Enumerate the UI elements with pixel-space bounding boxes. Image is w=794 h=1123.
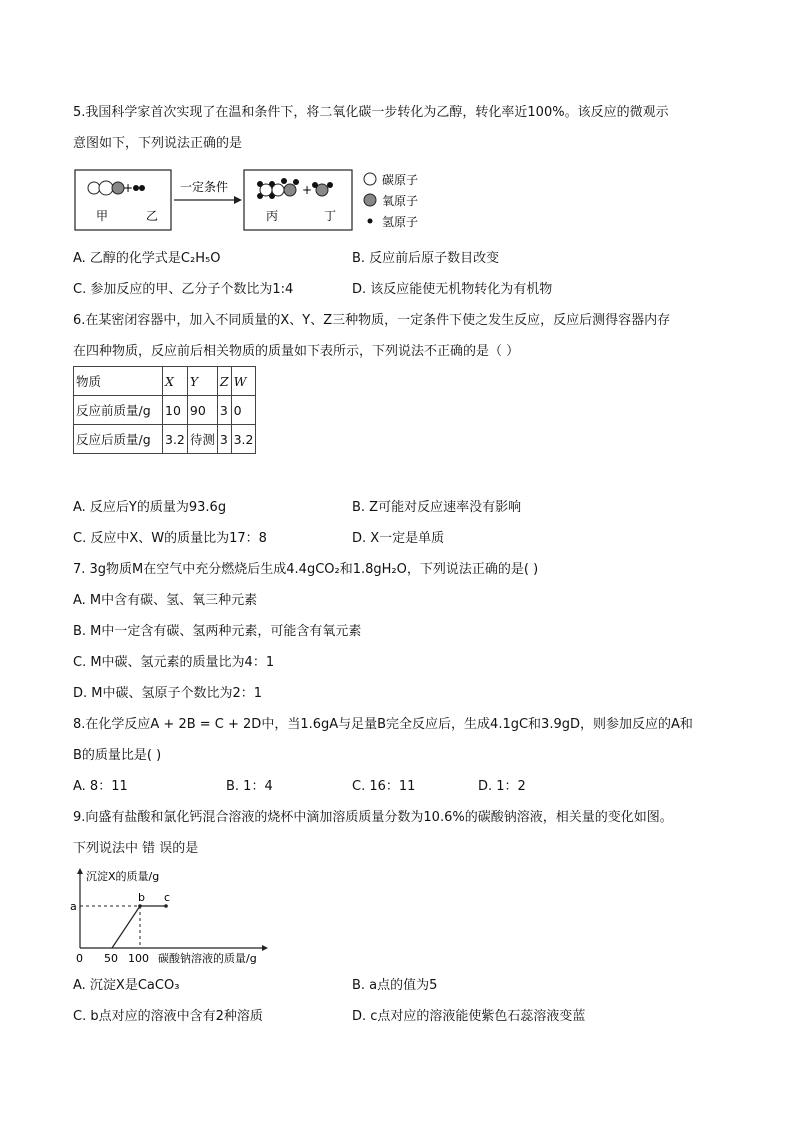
arrow-label: 一定条件 [180,180,229,194]
q6-option-b[interactable]: B. Z可能对反应速率没有影响 [352,500,522,515]
x-tick-0: 0 [76,952,83,965]
q5-reaction-diagram [70,166,450,236]
x-axis-label: 碳酸钠溶液的质量/g [158,952,257,965]
table-cell: 3 [217,396,231,425]
table-header-cell: Z [217,367,231,396]
q9-chart [68,866,308,966]
q7-option-b[interactable]: B. M中一定含有碳、氢两种元素，可能含有氧元素 [73,624,362,639]
q8-option-d[interactable]: D. 1：2 [478,779,526,794]
q9-option-c[interactable]: C. b点对应的溶液中含有2种溶质 [73,1009,263,1024]
table-row [74,425,256,454]
q8-option-b[interactable]: B. 1：4 [226,779,273,794]
q7-option-d[interactable]: D. M中碳、氢原子个数比为2：1 [73,686,263,701]
x-tick-50: 50 [104,952,118,965]
table-cell: 3.2 [231,425,256,454]
q8-stem-line1: 8.在化学反应A + 2B = C + 2D中，当1.6gA与足量B完全反应后，生成4.1gC和3.9gD，则参加反应的A和 [73,717,693,732]
table-cell: 待测 [187,425,217,454]
q9-stem-line1: 9.向盛有盐酸和氯化钙混合溶液的烧杯中滴加溶质质量分数为10.6%的碳酸钠溶液，相关量的变化如图。 [73,810,673,825]
y-axis-label: 沉淀X的质量/g [86,870,160,883]
table-header-cell: 物质 [74,367,163,396]
q5-option-a[interactable]: A. 乙醇的化学式是C₂H₅O [73,251,221,266]
q9-stem-line2: 下列说法中 错 误的是 [73,841,199,856]
q5-option-c[interactable]: C. 参加反应的甲、乙分子个数比为1:4 [73,282,294,297]
q5-stem-line2: 意图如下，下列说法正确的是 [73,136,243,151]
legend-carbon: 碳原子 [382,173,419,187]
q8-option-a[interactable]: A. 8：11 [73,779,128,794]
table-cell: 3 [217,425,231,454]
label-yi: 乙 [146,209,159,223]
svg-text:+: + [302,183,313,197]
table-header-row [74,367,256,396]
table-cell: 反应后质量/g [74,425,163,454]
label-bing: 丙 [266,209,279,223]
label-jia: 甲 [96,209,109,223]
q6-stem-line1: 6.在某密闭容器中，加入不同质量的X、Y、Z三种物质，一定条件下使之发生反应，反应后测得容器内存 [73,313,671,328]
point-c [164,904,168,908]
q8-option-c[interactable]: C. 16：11 [352,779,416,794]
y-tick-a: a [70,900,77,913]
table-cell: 反应前质量/g [74,396,163,425]
legend-hydrogen: 氢原子 [382,215,419,229]
q6-mass-table [73,366,256,454]
q6-option-a[interactable]: A. 反应后Y的质量为93.6g [73,500,227,515]
q8-stem-line2: B的质量比是( ) [73,748,162,763]
table-cell: 10 [163,396,188,425]
table-cell: 90 [187,396,217,425]
q9-option-a[interactable]: A. 沉淀X是CaCO₃ [73,978,180,993]
reaction-diagram-svg [70,166,450,236]
q5-stem-line1: 5.我国科学家首次实现了在温和条件下，将二氧化碳一步转化为乙醇，转化率近100%。该反应的微观示 [73,105,669,120]
q7-option-c[interactable]: C. M中碳、氢元素的质量比为4：1 [73,655,275,670]
x-tick-100: 100 [128,952,149,965]
svg-text:+: + [123,181,134,195]
table-cell: 3.2 [163,425,188,454]
q7-option-a[interactable]: A. M中含有碳、氢、氧三种元素 [73,593,258,608]
table-row [74,396,256,425]
table-header-cell: Y [187,367,217,396]
q9-option-b[interactable]: B. a点的值为5 [352,978,438,993]
label-ding: 丁 [324,209,337,223]
table-header-cell: W [231,367,256,396]
q5-option-d[interactable]: D. 该反应能使无机物转化为有机物 [352,282,553,297]
q9-option-d[interactable]: D. c点对应的溶液能使紫色石蕊溶液变蓝 [352,1009,586,1024]
q5-option-b[interactable]: B. 反应前后原子数目改变 [352,251,500,266]
label-b: b [138,891,145,904]
q6-option-c[interactable]: C. 反应中X、W的质量比为17：8 [73,531,267,546]
q6-stem-line2: 在四种物质，反应前后相关物质的质量如下表所示，下列说法不正确的是（ ） [73,344,520,359]
q9-chart-svg [68,866,308,966]
table-header-cell: X [163,367,188,396]
q6-option-d[interactable]: D. X一定是单质 [352,531,445,546]
data-segment-rising [112,906,140,948]
q7-stem: 7. 3g物质M在空气中充分燃烧后生成4.4gCO₂和1.8gH₂O，下列说法正确的是( ) [73,562,539,577]
legend-oxygen: 氧原子 [382,194,419,208]
table-cell: 0 [231,396,256,425]
label-c: c [164,891,171,904]
point-b [138,904,142,908]
